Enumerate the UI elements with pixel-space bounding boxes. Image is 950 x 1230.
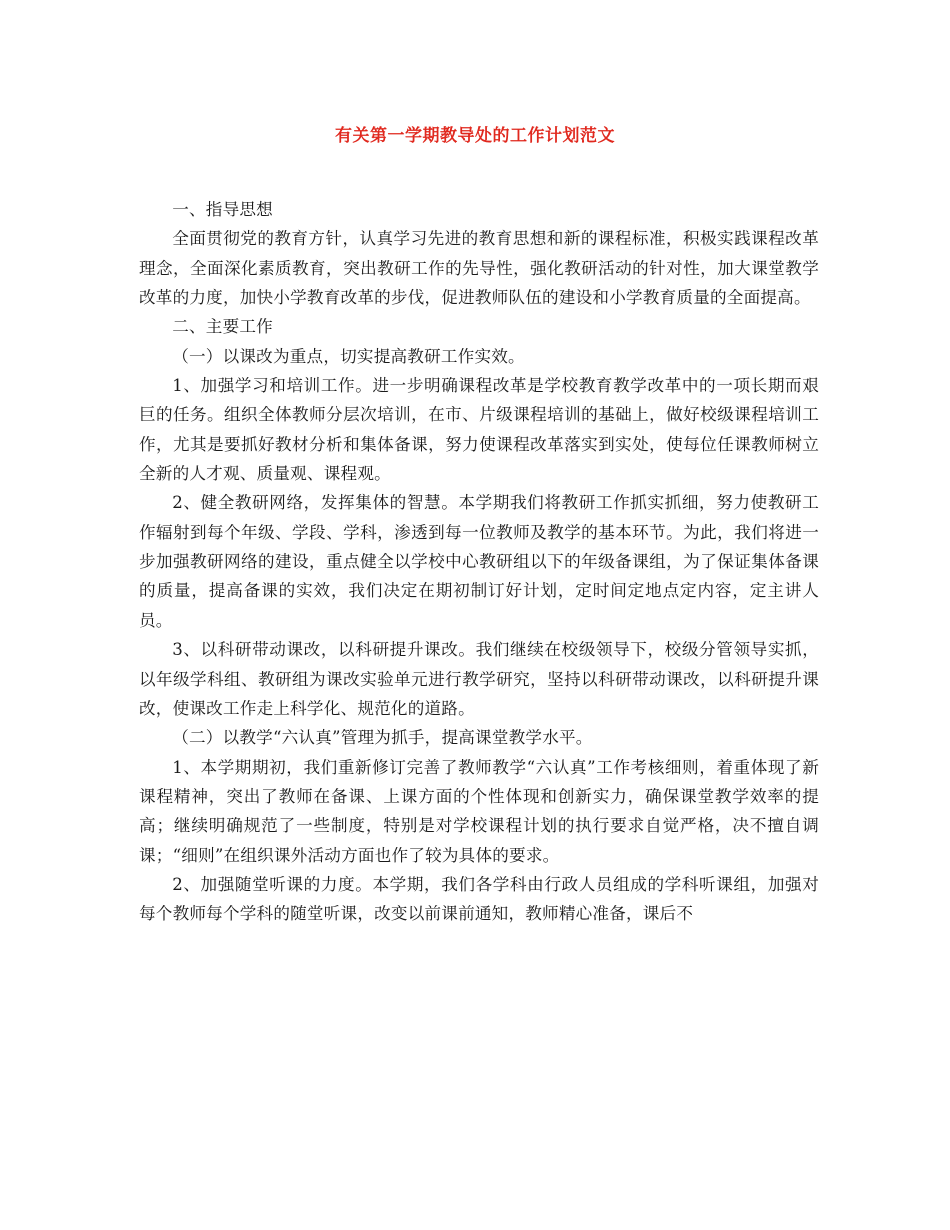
paragraph-teaching-research-network: 2、健全教研网络，发挥集体的智慧。本学期我们将教研工作抓实抓细，努力使教研工作辐射到每个年级、学段、学科，渗透到每一位教师及教学的基本环节。为此，我们将进一步加强教研网络的建设，重点健全以学校中心教研组以下的年级备课组，为了保证集体备课的质量，提高备课的实效，我们决定在期初制订好计划，定时间定地点定内容，定主讲人员。 [139, 493, 819, 630]
paragraph-guiding-thought: 全面贯彻党的教育方针，认真学习先进的教育思想和新的课程标准，积极实践课程改革理念，全面深化素质教育，突出教研工作的先导性，强化教研活动的针对性，加大课堂教学改革的力度，加快小学教育改革的步伐，促进教师队伍的建设和小学教育质量的全面提高。 [139, 229, 819, 308]
paragraph-classroom-observation: 2、加强随堂听课的力度。本学期，我们各学科由行政人员组成的学科听课组，加强对每个教师每个学科的随堂听课，改变以前课前通知，教师精心准备，课后不 [139, 874, 819, 924]
document-body [139, 195, 819, 929]
subsection-heading-six-earnest: （二）以教学“六认真”管理为抓手，提高课堂教学水平。 [172, 728, 593, 748]
section-heading-guiding-thought: 一、指导思想 [172, 200, 273, 219]
paragraph-research-driven-reform: 3、以科研带动课改，以科研提升课改。我们继续在校级领导下，校级分管领导实抓，以年级学科组、教研组为课改实验单元进行教学研究，坚持以科研带动课改，以科研提升课改，使课改工作走上科学化、规范化的道路。 [139, 640, 819, 718]
paragraph-assessment-rules: 1、本学期期初，我们重新修订完善了教师教学“六认真”工作考核细则，着重体现了新课程精神，突出了教师在备课、上课方面的个性体现和创新实力，确保课堂教学效率的提高；继续明确规范了一些制度，特别是对学校课程计划的执行要求自觉严格，决不擅自调课；“细则”在组织课外活动方面也作了较为具体的要求。 [139, 757, 819, 865]
subsection-heading-curriculum-reform: （一）以课改为重点，切实提高教研工作实效。 [172, 346, 525, 366]
paragraph-study-and-training: 1、加强学习和培训工作。进一步明确课程改革是学校教育教学改革中的一项长期而艰巨的任务。组织全体教师分层次培训，在市、片级课程培训的基础上，做好校级课程培训工作，尤其是要抓好教材分析和集体备课，努力使课程改革落实到实处，使每位任课教师树立全新的人才观、质量观、课程观。 [139, 376, 819, 484]
section-heading-main-work: 二、主要工作 [172, 317, 273, 337]
document-title: 有关第一学期教导处的工作计划范文 [335, 126, 615, 146]
